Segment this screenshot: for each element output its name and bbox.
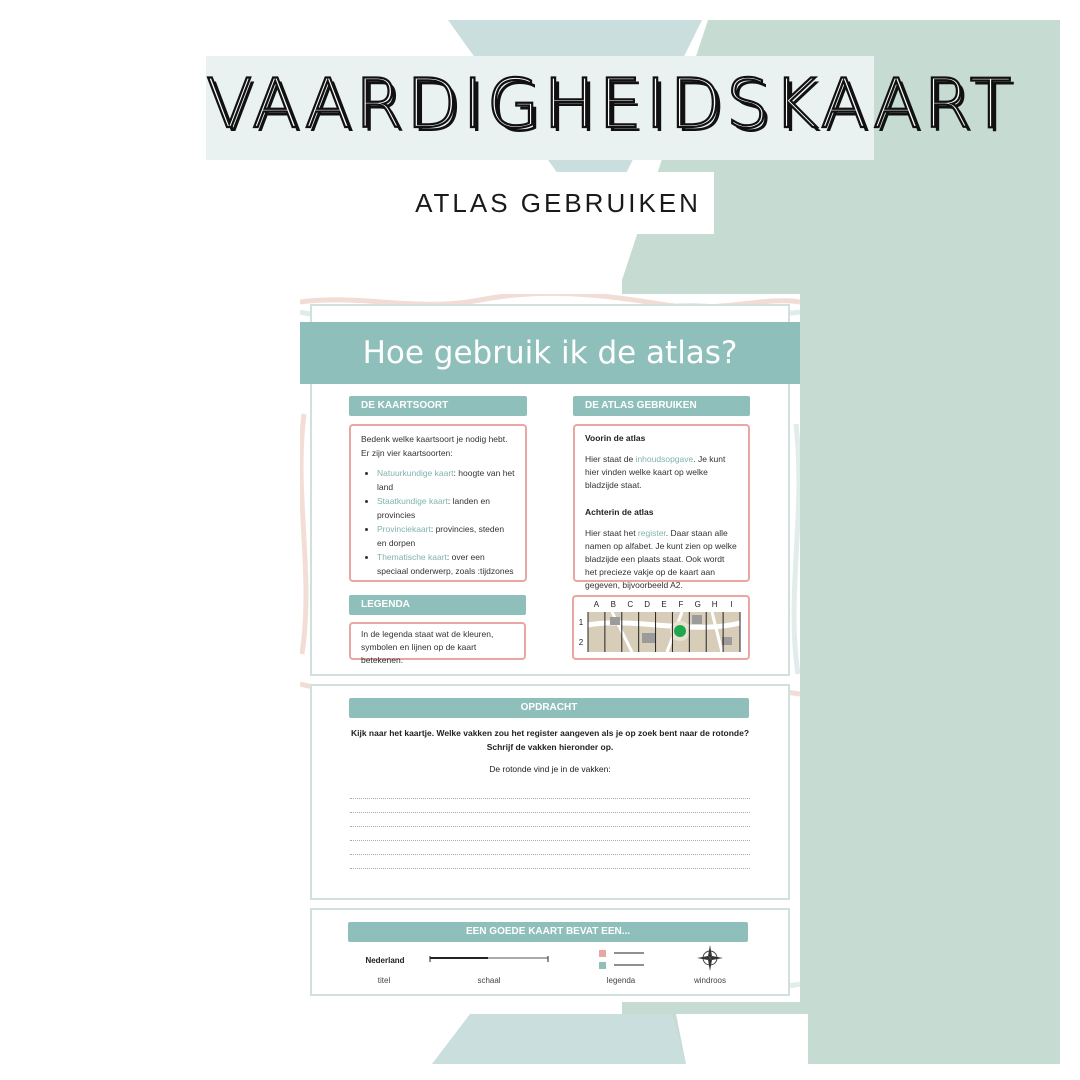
grid-map <box>572 595 750 660</box>
scale-bar-icon <box>428 954 550 966</box>
kaartsoort-heading: DE KAARTSOORT <box>349 396 527 416</box>
kaartsoort-intro-2: Er zijn vier kaartsoorten: <box>361 448 453 458</box>
kaartsoort-intro-1: Bedenk welke kaartsoort je nodig hebt. <box>361 434 508 444</box>
grid-column-label: A <box>593 600 600 609</box>
grid-column-label: H <box>711 600 718 609</box>
worksheet-preview <box>300 294 800 1002</box>
answer-line[interactable] <box>350 868 750 869</box>
legenda-text: In de legenda staat wat de kleuren, symbolen en lijnen op de kaart betekenen. <box>361 629 494 665</box>
page-subtitle: ATLAS GEBRUIKEN <box>415 188 701 218</box>
atlas-gebruiken-box <box>573 424 750 590</box>
kaartsoort-box <box>349 424 527 582</box>
legenda-box <box>349 622 526 665</box>
answer-line[interactable] <box>350 854 750 855</box>
legend-swatches-icon <box>598 948 646 972</box>
list-item: • Thematische kaart: over een speciaal onderwerp, zoals :tijdzones <box>377 550 515 578</box>
opdracht-heading: OPDRACHT <box>349 698 749 718</box>
voorin-text: Hier staat de inhoudsopgave. Je kunt hier vinden welke kaart op welke bladzijde staat. <box>585 454 726 490</box>
grid-column-label: C <box>627 600 634 609</box>
grid-row-label: 2 <box>578 638 584 647</box>
list-item: • Natuurkundige kaart: hoogte van het land <box>377 466 515 494</box>
opdracht-question-2: Schrijf de vakken hieronder op. <box>486 742 614 752</box>
grid-column-label: E <box>661 600 667 609</box>
answer-line[interactable] <box>350 840 750 841</box>
list-item: • Staatkundige kaart: landen en provincies <box>377 494 515 522</box>
grid-column-label: I <box>730 600 733 609</box>
achterin-title: Achterin de atlas <box>585 507 654 517</box>
compass-rose-icon <box>696 944 724 972</box>
label-windroos: windroos <box>693 976 726 985</box>
achterin-text: Hier staat het register. Daar staan alle namen op alfabet. Je kunt zien op welke bladzijde een plaats staat. Ook wordt het precieze vakje op de kaart aan gegeven, bijvoorbeeld A2. <box>585 528 737 590</box>
kaartsoort-list <box>361 466 515 578</box>
label-titel: titel <box>377 976 391 985</box>
grid-column-label: D <box>644 600 651 609</box>
list-item: • Provinciekaart: provincies, steden en dorpen <box>377 522 515 550</box>
label-schaal: schaal <box>477 976 501 985</box>
grid-column-label: F <box>678 600 684 609</box>
answer-line[interactable] <box>350 798 750 799</box>
atlas-gebruiken-heading: DE ATLAS GEBRUIKEN <box>573 396 750 416</box>
grid-row-label: 1 <box>578 618 584 627</box>
page-title: VAARDIGHEIDSKAART <box>206 65 1016 144</box>
answer-line[interactable] <box>350 826 750 827</box>
example-title: Nederland <box>365 956 405 965</box>
grid-column-label: B <box>610 600 617 609</box>
grid-column-label: G <box>694 600 701 609</box>
label-legenda: legenda <box>606 976 636 985</box>
goede-kaart-heading: EEN GOEDE KAART BEVAT EEN... <box>348 922 748 942</box>
voorin-title: Voorin de atlas <box>585 433 646 443</box>
opdracht-prompt: De rotonde vind je in de vakken: <box>489 764 611 774</box>
legenda-heading: LEGENDA <box>349 595 526 615</box>
answer-line[interactable] <box>350 812 750 813</box>
worksheet-title: Hoe gebruik ik de atlas? <box>300 322 800 384</box>
opdracht-question-1: Kijk naar het kaartje. Welke vakken zou het register aangeven als je op zoek bent naar de rotonde? <box>350 728 750 738</box>
